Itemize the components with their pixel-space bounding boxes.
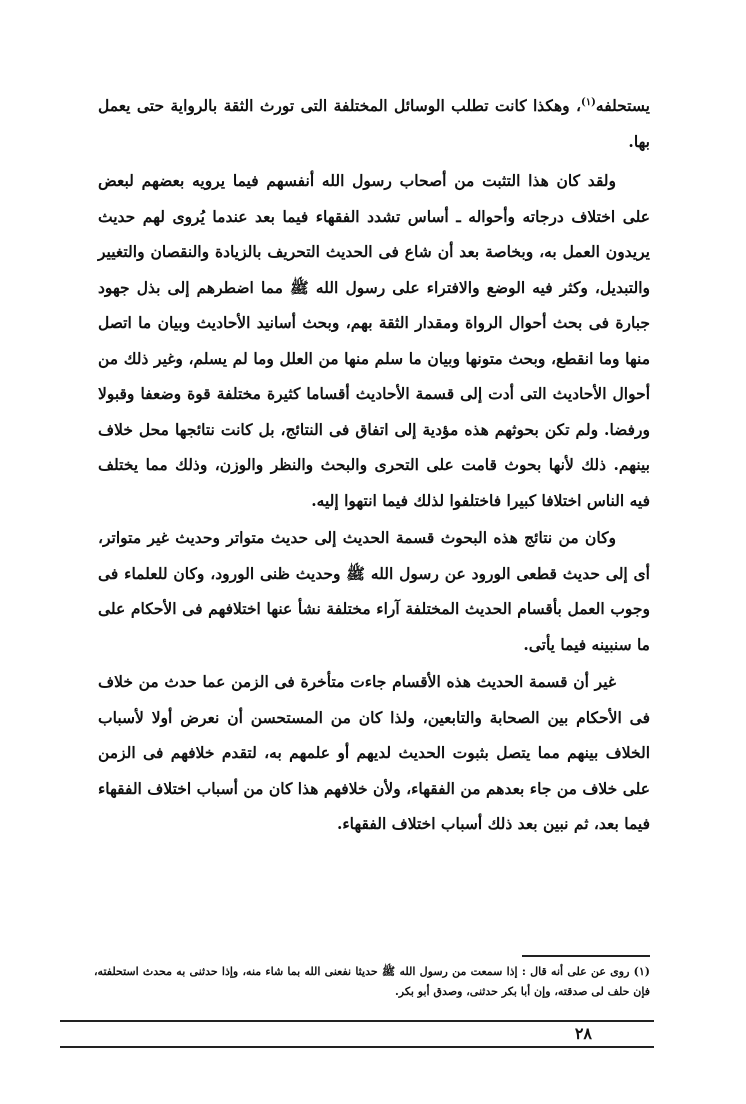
paragraph-3: وكان من نتائج هذه البحوث قسمة الحديث إلى حديث متواتر وحديث غير متواتر، أى إلى حديث قطعى الورود عن رسول الله ﷺ وحديث ظنى الورود، وكان للعلماء فى وجوب العمل بأقسام الحديث المختلفة آراء مختلفة نشأ عنها اختلافهم فى الأحكام على ما سنبينه فيما يأتى. [98, 528, 650, 654]
page-footer-rule-top [60, 1020, 654, 1022]
footnote: (١) روى عن على أنه قال : إذا سمعت من رسول الله ﷺ حديثا نفعنى الله بما شاء منه، وإذا حدثنى به محدث استحلفته، فإن حلف لى صدقته، وإن أبا بكر حدثنى، وصدق أبو بكر. [94, 965, 650, 998]
footnote-reference[interactable]: (١) [581, 96, 596, 108]
paragraph-2: ولقد كان هذا التثبت من أصحاب رسول الله أنفسهم فيما يرويه بعضهم لبعض على اختلاف درجاته وأحواله ـ أساس تشدد الفقهاء فيما بعد عندما يُروى لهم حديث يريدون العمل به، وبخاصة بعد أن شاع فى الحديث التحريف بالزيادة والنقصان والتغيير والتبديل، وكثر فيه الوضع والافتراء على رسول الله ﷺ مما اضطرهم إلى بذل جهود جبارة فى بحث أحوال الرواة ومقدار الثقة بهم، وبحث أسانيد الأحاديث وبيان ما اتصل منها وما انقطع، وبحث متونها وبيان ما سلم منها من العلل وما لم يسلم، وغير ذلك من أحوال الأحاديث التى أدت إلى قسمة الأحاديث أقساما كثيرة مختلفة قوة وضعفا وقبولا ورفضا. ولم تكن بحوثهم هذه مؤدية إلى اتفاق فى النتائج، بل كانت نتائجها محل خلاف بينهم. ذلك لأنها بحوث قامت على التحرى والبحث والنظر والوزن، وذلك مما يختلف فيه الناس اختلافا كبيرا فاختلفوا لذلك فيما انتهوا إليه. [98, 171, 650, 510]
paragraph-1 [98, 88, 650, 159]
page-number: ٢٨ [574, 1024, 592, 1043]
body-text [98, 88, 650, 842]
footnote-separator [522, 955, 650, 957]
paragraph-1-rest: ، وهكذا كانت تطلب الوسائل المختلفة التى تورث الثقة بالرواية حتى يعمل بها. [98, 96, 650, 151]
page-footer-rule-bottom [60, 1046, 654, 1048]
paragraph-4: غير أن قسمة الحديث هذه الأقسام جاءت متأخرة فى الزمن عما حدث من خلاف فى الأحكام بين الصحابة والتابعين، ولذا كان من المستحسن أن نعرض أولا لأسباب الخلاف بينهم مما يتصل بثبوت الحديث لديهم أو علمهم به، لتقدم خلافهم فى الزمن على خلاف من جاء بعدهم من الفقهاء، ولأن خلافهم هذا كان من أسباب اختلاف الفقهاء فيما بعد، ثم نبين بعد ذلك أسباب اختلاف الفقهاء. [98, 672, 650, 833]
paragraph-1-start: يستحلفه [595, 96, 650, 115]
